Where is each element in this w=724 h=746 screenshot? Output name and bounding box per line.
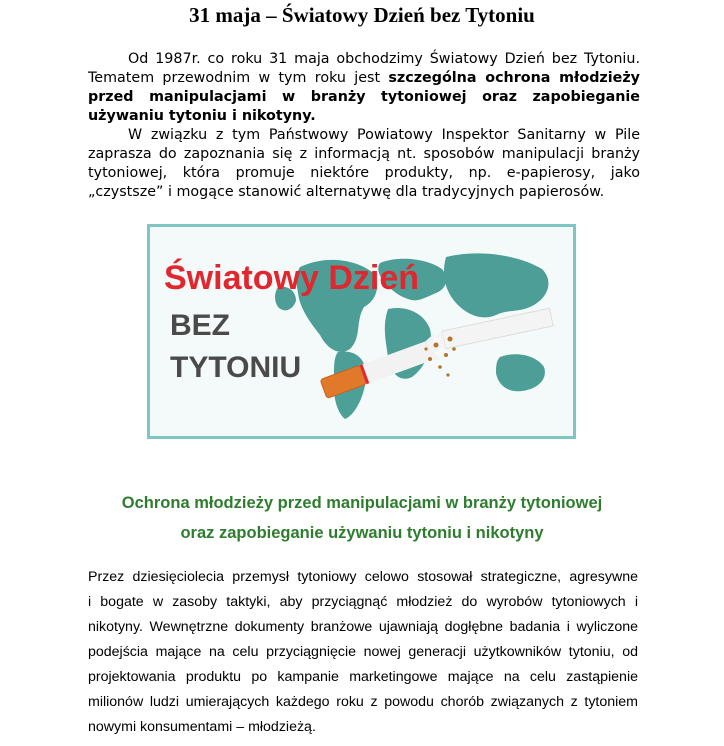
banner-title-line1: Światowy Dzień [164, 259, 420, 297]
body-line: nikotyny. Wewnętrzne dokumenty branżowe ujawniają dogłębne badania i wyliczone [88, 619, 638, 635]
intro-text [88, 50, 640, 202]
body-line: milionów ludzi umierających każdego roku z powodu chorób związanych z tytoniem [88, 694, 638, 710]
body-line: Przez dziesięciolecia przemysł tytoniowy celowo stosował strategiczne, agresywne [88, 569, 638, 585]
banner-title-line3: TYTONIU [170, 351, 302, 384]
intro-paragraph-1-bold: szczególna ochrona młodzieży przed manipulacjami w branży tytoniowej oraz zapobieganie używaniu tytoniu i nikotyny. [88, 70, 640, 124]
body-line: projektowania produktu po kampanie marketingowe mające na celu zastąpienie [88, 669, 638, 685]
campaign-banner [147, 224, 576, 439]
banner-graphic [150, 227, 573, 436]
section-heading-line-1: Ochrona młodzieży przed manipulacjami w branży tytoniowej [121, 494, 603, 512]
section-heading-line-2: oraz zapobieganie używaniu tytoniu i nikotyny [180, 524, 544, 542]
intro-paragraph-1 [88, 50, 640, 126]
body-line: nowymi konsumentami – młodzieżą. [88, 719, 316, 735]
intro-paragraph-2: W związku z tym Państwowy Powiatowy Inspektor Sanitarny w Pile zaprasza do zapoznania się z informacją nt. sposobów manipulacji branży tytoniowej, która promuje niektóre produkty, np. e-papierosy, jako „czystsze” i mogące stanowić alternatywę dla tradycyjnych papierosów. [88, 127, 640, 200]
body-line: podejścia mające na celu przyciągnięcie nowej generacji użytkowników tytoniu, od [88, 644, 638, 660]
body-line: i bogate w zasoby taktyki, aby przyciągnąć młodzież do wyrobów tytoniowych i [88, 594, 638, 610]
intro-paragraph-1-text: Od 1987r. co roku 31 maja obchodzimy Światowy Dzień bez Tytoniu. Tematem przewodnim w tym roku jest [88, 51, 640, 86]
body-paragraph [88, 565, 638, 740]
banner-title-line2: BEZ [170, 309, 230, 342]
page-title: 31 maja – Światowy Dzień bez Tytoniu [189, 3, 535, 27]
